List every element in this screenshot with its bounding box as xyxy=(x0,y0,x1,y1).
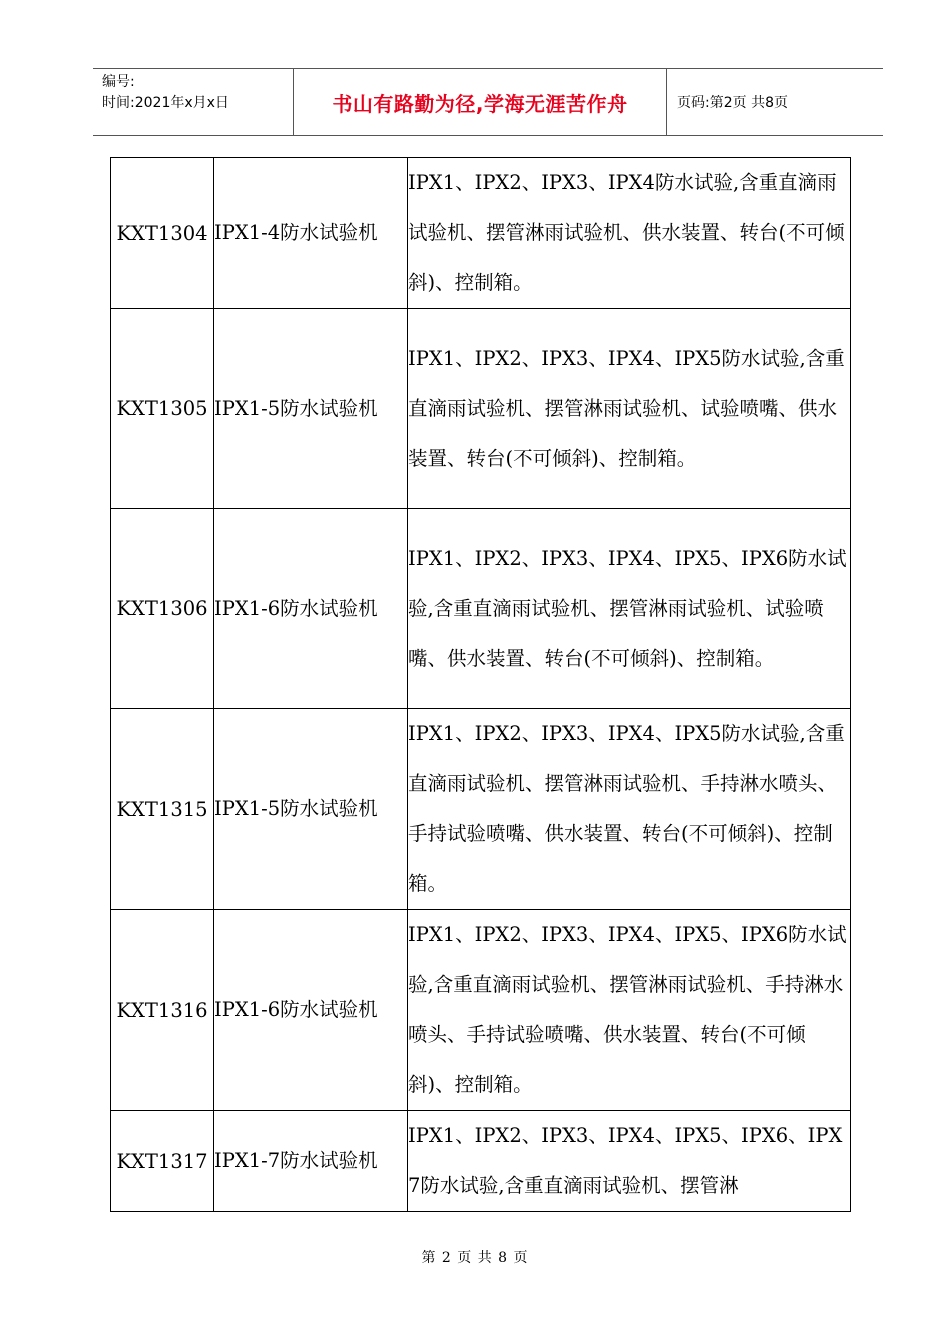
model-description: IPX1、IPX2、IPX3、IPX4、IPX5、IPX6防水试验,含重直滴雨试验机、摆管淋雨试验机、试验喷嘴、供水装置、转台(不可倾斜)、控制箱。 xyxy=(408,509,851,709)
model-name: IPX1-5防水试验机 xyxy=(214,309,408,509)
model-code: KXT1316 xyxy=(111,910,214,1111)
model-name: IPX1-7防水试验机 xyxy=(214,1111,408,1212)
model-name: IPX1-4防水试验机 xyxy=(214,158,408,309)
model-code: KXT1306 xyxy=(111,509,214,709)
model-description: IPX1、IPX2、IPX3、IPX4、IPX5防水试验,含重直滴雨试验机、摆管淋雨试验机、试验喷嘴、供水装置、转台(不可倾斜)、控制箱。 xyxy=(408,309,851,509)
model-code: KXT1304 xyxy=(111,158,214,309)
motto: 书山有路勤为径,学海无涯苦作舟 xyxy=(332,91,628,116)
page-header xyxy=(93,68,883,136)
table-row xyxy=(111,158,851,309)
model-code: KXT1317 xyxy=(111,1111,214,1212)
header-page-cell xyxy=(667,69,883,135)
model-name: IPX1-6防水试验机 xyxy=(214,509,408,709)
model-code: KXT1315 xyxy=(111,709,214,910)
table-row xyxy=(111,509,851,709)
header-meta xyxy=(93,69,293,135)
table-row xyxy=(111,709,851,910)
table-row xyxy=(111,309,851,509)
product-table xyxy=(110,157,851,1212)
model-description: IPX1、IPX2、IPX3、IPX4、IPX5、IPX6、IPX7防水试验,含重直滴雨试验机、摆管淋 xyxy=(408,1111,851,1212)
page-label: 页码:第2页 共8页 xyxy=(677,95,788,111)
page-footer: 第 2 页 共 8 页 xyxy=(421,1250,529,1266)
model-description: IPX1、IPX2、IPX3、IPX4防水试验,含重直滴雨试验机、摆管淋雨试验机、供水装置、转台(不可倾斜)、控制箱。 xyxy=(408,158,851,309)
table-row xyxy=(111,910,851,1111)
header-motto-cell xyxy=(293,69,667,135)
time-label: 时间:2021年x月x日 xyxy=(102,95,229,111)
model-description: IPX1、IPX2、IPX3、IPX4、IPX5、IPX6防水试验,含重直滴雨试验机、摆管淋雨试验机、手持淋水喷头、手持试验喷嘴、供水装置、转台(不可倾斜)、控制箱。 xyxy=(408,910,851,1111)
table-row xyxy=(111,1111,851,1212)
model-code: KXT1305 xyxy=(111,309,214,509)
number-label: 编号: xyxy=(102,74,135,90)
model-name: IPX1-5防水试验机 xyxy=(214,709,408,910)
model-description: IPX1、IPX2、IPX3、IPX4、IPX5防水试验,含重直滴雨试验机、摆管淋雨试验机、手持淋水喷头、手持试验喷嘴、供水装置、转台(不可倾斜)、控制箱。 xyxy=(408,709,851,910)
model-name: IPX1-6防水试验机 xyxy=(214,910,408,1111)
